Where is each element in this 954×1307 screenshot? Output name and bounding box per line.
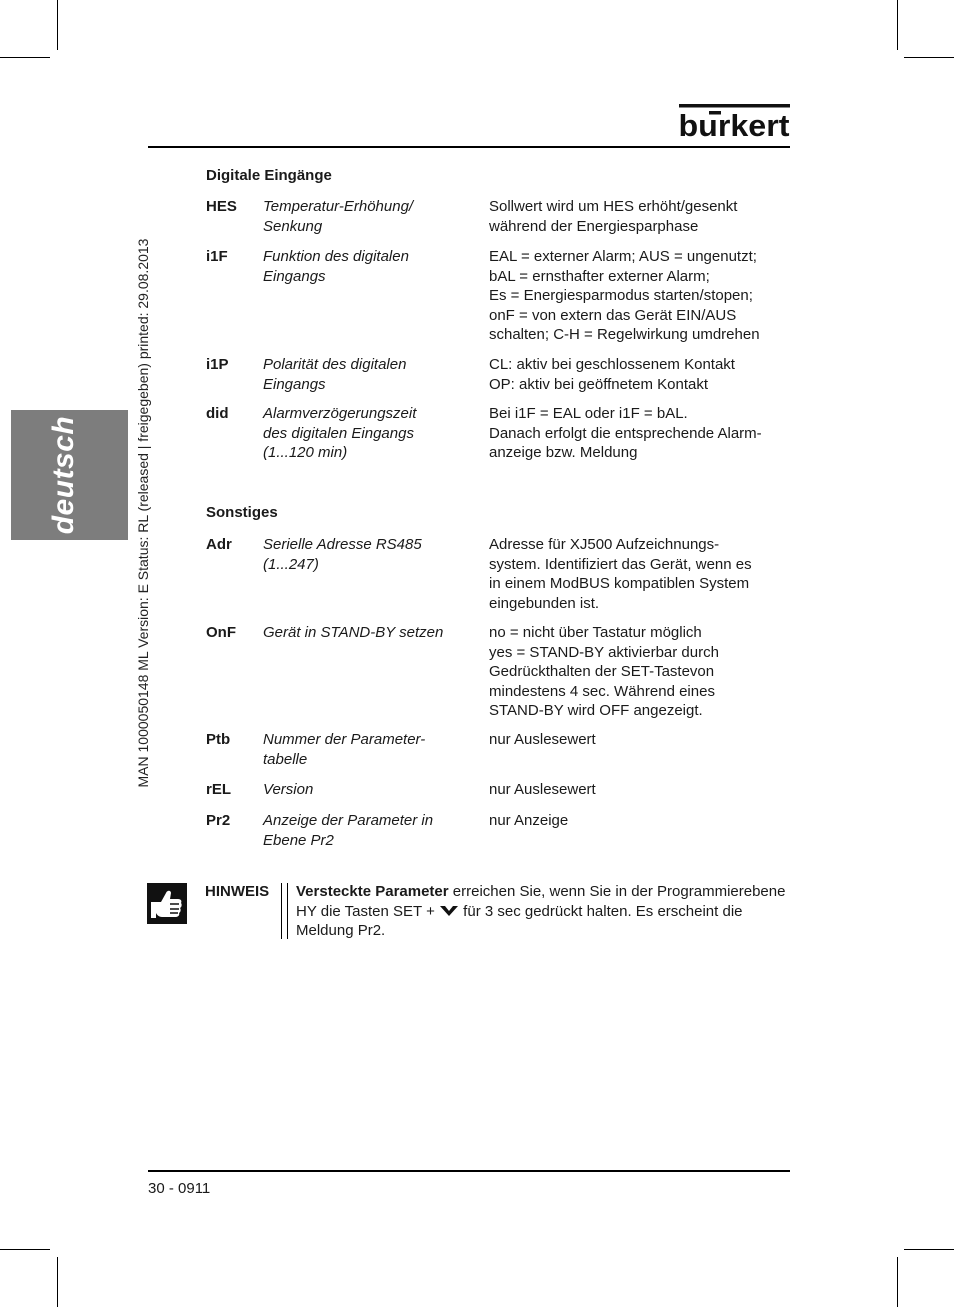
page-number: 30 - 0911 [148,1180,211,1197]
param-description: no = nicht über Tastatur möglich yes = STAND-BY aktivierbar durch Gedrückthalten der SET-Tastevon mindestens 4 sec. Während eines STAND-BY wird OFF angezeigt. [489,624,719,719]
param-code: Adr [206,536,232,553]
param-description: CL: aktiv bei geschlossenem Kontakt OP: aktiv bei geöffnetem Kontakt [489,356,735,393]
burkert-logo [679,104,790,140]
param-code: i1P [206,356,229,373]
header-rule [148,146,790,148]
param-name: Polarität des digitalen Eingangs [263,356,407,393]
crop-mark [57,1257,58,1307]
section-title-digital: Digitale Eingänge [206,167,332,184]
param-code: OnF [206,624,236,641]
param-description: EAL = externer Alarm; AUS = ungenutzt; bAL = ernsthafter externer Alarm; Es = Energiesparmodus starten/stopen; onF = von extern das Gerät EIN/AUS schalten; C-H = Regelwirkung umdrehen [489,248,760,343]
document-meta: MAN 1000050148 ML Version: E Status: RL (released | freigegeben) printed: 29.08.2013 [135,238,151,788]
note-text-part: erreichen Sie, wenn Sie in der Programmierebene HY die Tasten SET + [296,883,786,920]
crop-mark [904,57,954,58]
param-code: Pr2 [206,812,231,829]
param-code: rEL [206,781,232,798]
param-description: nur Anzeige [489,812,569,829]
param-description: nur Auslesewert [489,781,596,798]
param-code: did [206,405,229,422]
param-name: Gerät in STAND-BY setzen [263,624,444,641]
param-name: Version [263,781,314,798]
crop-mark [57,0,58,50]
crop-mark [897,0,898,50]
note-divider [287,883,288,939]
footer-rule [148,1170,790,1172]
param-code: Ptb [206,731,231,748]
note-text [296,882,786,941]
param-description: Sollwert wird um HES erhöht/gesenkt während der Energiesparphase [489,198,738,235]
section-title-misc: Sonstiges [206,504,278,521]
crop-mark [0,1249,50,1250]
crop-mark [904,1249,954,1250]
crop-mark [0,57,50,58]
param-description: nur Auslesewert [489,731,596,748]
param-name: Anzeige der Parameter in Ebene Pr2 [263,812,434,849]
thumbs-up-icon [147,883,187,924]
param-name: Temperatur-Erhöhung/ Senkung [263,198,414,235]
svg-text:burkert: burkert [679,108,790,140]
param-code: HES [206,198,237,215]
note-bold: Versteckte Parameter [296,883,449,900]
note-label: HINWEIS [205,883,270,900]
note-text-part: für 3 sec gedrückt halten. Es erscheint die Meldung Pr2. [296,902,743,939]
param-name: Serielle Adresse RS485 (1...247) [263,536,422,573]
param-name: Alarmverzögerungszeit des digitalen Eingangs (1...120 min) [263,405,417,461]
param-description: Bei i1F = EAL oder i1F = bAL. Danach erfolgt die entsprechende Alarm- anzeige bzw. Meldung [489,405,762,461]
param-code: i1F [206,248,228,265]
param-name: Funktion des digitalen Eingangs [263,248,409,285]
language-tab-label: deutsch [47,415,80,535]
note-divider [281,883,282,939]
chevron-down-icon [439,905,459,917]
crop-mark [897,1257,898,1307]
param-description: Adresse für XJ500 Aufzeichnungs- system. Identifiziert das Gerät, wenn es in einem ModBUS kompatiblen System eingebunden ist. [489,536,752,612]
param-name: Nummer der Parameter- tabelle [263,731,426,768]
